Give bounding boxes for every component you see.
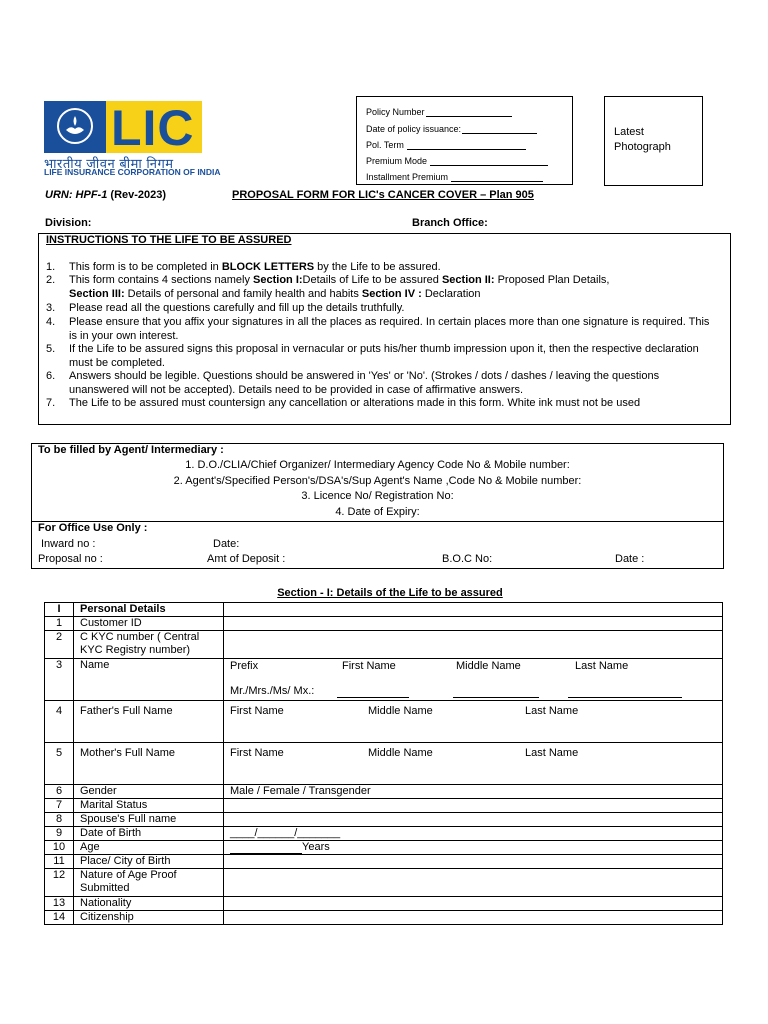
premium-mode-field[interactable] xyxy=(430,157,548,166)
customer-id-field[interactable] xyxy=(224,617,723,631)
pol-term-label: Pol. Term xyxy=(366,139,404,150)
nationality-field[interactable] xyxy=(224,897,723,911)
proposal-no-field[interactable]: Proposal no : xyxy=(38,553,103,565)
table-row: 8 Spouse's Full name xyxy=(45,813,723,827)
instruction-number: 2. xyxy=(46,274,56,286)
table-header-number: I xyxy=(45,603,74,617)
instruction-number: 7. xyxy=(46,397,56,409)
policy-issuance-label: Date of policy issuance: xyxy=(366,123,462,134)
agent-intermediary-box xyxy=(31,443,724,569)
row-label-father: Father's Full Name xyxy=(74,701,224,743)
instruction-2: This form contains 4 sections namely Section I:Details of Life to be assured Section II: Proposed Plan Details, Section III: Details of personal and family health and habits Section IV : Declaration xyxy=(69,274,610,300)
instruction-number: 6. xyxy=(46,370,56,382)
table-row: 10 Age Years xyxy=(45,841,723,855)
logo-english-text: LIFE INSURANCE CORPORATION OF INDIA xyxy=(44,167,221,177)
row-label-gender: Gender xyxy=(74,785,224,799)
row-label-mother: Mother's Full Name xyxy=(74,743,224,785)
table-row: 5 Mother's Full Name First Name Middle Name Last Name xyxy=(45,743,723,785)
instruction-3: Please read all the questions carefully and fill up the details truthfully. xyxy=(69,302,405,314)
row-label-ckyc: C KYC number ( Central KYC Registry number) xyxy=(74,631,224,659)
instruction-5: If the Life to be assured signs this proposal in vernacular or puts his/her thumb impression upon it, then the respective declaration must be completed. xyxy=(69,343,699,369)
policy-number-row xyxy=(366,101,572,117)
table-row: 6 Gender Male / Female / Transgender xyxy=(45,785,723,799)
name-field[interactable]: Prefix First Name Middle Name Last Name Mr./Mrs./Ms/ Mx.: xyxy=(224,659,723,701)
row-label-age-proof: Nature of Age Proof Submitted xyxy=(74,869,224,897)
first-name-line[interactable] xyxy=(337,697,409,698)
instruction-number: 3. xyxy=(46,302,56,314)
agent-line-1[interactable]: 1. D.O./CLIA/Chief Organizer/ Intermediary Agency Code No & Mobile number: xyxy=(185,459,570,471)
row-label-marital-status: Marital Status xyxy=(74,799,224,813)
branch-office-label: Branch Office: xyxy=(412,217,488,229)
inward-no-field[interactable]: Inward no : xyxy=(41,538,96,550)
instruction-6: Answers should be legible. Questions should be answered in 'Yes' or 'No'. (Strokes / dots / dashes / leaving the questions unanswered will not be accepted). Details need to be provided in case of affirmative answers. xyxy=(69,370,660,396)
logo-hindi-text: भारतीय जीवन बीमा निगम xyxy=(44,156,174,171)
division-label: Division: xyxy=(45,217,92,229)
section-1-title: Section - I: Details of the Life to be assured xyxy=(277,587,503,599)
ckyc-field[interactable] xyxy=(224,631,723,659)
premium-mode-row xyxy=(366,150,572,166)
row-label-citizenship: Citizenship xyxy=(74,911,224,925)
installment-premium-row xyxy=(366,166,572,182)
table-header-row xyxy=(45,603,723,617)
father-name-field[interactable]: First Name Middle Name Last Name xyxy=(224,701,723,743)
agent-line-3[interactable]: 3. Licence No/ Registration No: xyxy=(301,490,454,502)
form-title: PROPOSAL FORM FOR LIC's CANCER COVER – Plan 905 xyxy=(232,189,534,201)
citizenship-field[interactable] xyxy=(224,911,723,925)
gender-field[interactable]: Male / Female / Transgender xyxy=(224,785,723,799)
boc-no-field[interactable]: B.O.C No: xyxy=(442,553,493,565)
row-label-name: Name xyxy=(74,659,224,701)
place-of-birth-field[interactable] xyxy=(224,855,723,869)
deposit-amount-field[interactable]: Amt of Deposit : xyxy=(207,553,286,565)
agent-line-4[interactable]: 4. Date of Expiry: xyxy=(335,506,420,518)
table-row: 13 Nationality xyxy=(45,897,723,911)
premium-mode-label: Premium Mode xyxy=(366,156,428,167)
policy-number-label: Policy Number xyxy=(366,107,425,118)
instruction-4: Please ensure that you affix your signatures in all the places as required. In certain places more than one signature is required. This is in your own interest. xyxy=(69,316,710,342)
instruction-1: This form is to be completed in BLOCK LETTERS by the Life to be assured. xyxy=(69,261,441,273)
table-row: 14 Citizenship xyxy=(45,911,723,925)
table-row: 9 Date of Birth ____/______/_______ xyxy=(45,827,723,841)
instruction-7: The Life to be assured must countersign any cancellation or alterations made in this form. White ink must not be used xyxy=(69,397,641,409)
lic-emblem-icon xyxy=(57,108,93,144)
installment-premium-label: Installment Premium xyxy=(366,172,449,183)
pol-term-row xyxy=(366,134,572,150)
table-row: 7 Marital Status xyxy=(45,799,723,813)
instruction-number: 1. xyxy=(46,261,56,273)
logo-brand-text: LIC xyxy=(111,100,195,156)
agent-heading: To be filled by Agent/ Intermediary : xyxy=(38,444,224,456)
row-label-nationality: Nationality xyxy=(74,897,224,911)
instructions-box xyxy=(38,233,731,425)
urn-label: URN: HPF-1 (Rev-2023) xyxy=(45,189,167,201)
age-field[interactable]: Years xyxy=(224,841,723,855)
table-row: 2 C KYC number ( Central KYC Registry number) xyxy=(45,631,723,659)
photo-label-line1: Latest xyxy=(614,126,644,138)
instruction-number: 5. xyxy=(46,343,56,355)
row-label-customer-id: Customer ID xyxy=(74,617,224,631)
office-use-heading: For Office Use Only : xyxy=(38,522,148,534)
photograph-box[interactable] xyxy=(604,96,703,186)
policy-issuance-field[interactable] xyxy=(462,125,537,134)
office-date-field[interactable]: Date : xyxy=(615,553,645,565)
table-row: 1 Customer ID xyxy=(45,617,723,631)
agent-line-2[interactable]: 2. Agent's/Specified Person's/DSA's/Sup Agent's Name ,Code No & Mobile number: xyxy=(173,475,582,487)
table-row: 12 Nature of Age Proof Submitted xyxy=(45,869,723,897)
personal-details-table xyxy=(44,602,723,925)
table-row: 11 Place/ City of Birth xyxy=(45,855,723,869)
pol-term-field[interactable] xyxy=(407,141,526,150)
row-label-age: Age xyxy=(74,841,224,855)
mother-name-field[interactable]: First Name Middle Name Last Name xyxy=(224,743,723,785)
row-label-dob: Date of Birth xyxy=(74,827,224,841)
dob-field[interactable]: ____/______/_______ xyxy=(224,827,723,841)
policy-info-box xyxy=(356,96,573,185)
inward-date-field[interactable]: Date: xyxy=(213,538,240,550)
age-proof-field[interactable] xyxy=(224,869,723,897)
policy-number-field[interactable] xyxy=(426,108,512,117)
lic-logo xyxy=(44,100,221,177)
marital-status-field[interactable] xyxy=(224,799,723,813)
table-header-label: Personal Details xyxy=(74,603,224,617)
policy-issuance-row xyxy=(366,117,572,133)
last-name-line[interactable] xyxy=(568,697,682,698)
installment-premium-field[interactable] xyxy=(451,173,543,182)
instruction-number: 4. xyxy=(46,316,56,328)
table-row: 4 Father's Full Name First Name Middle Name Last Name xyxy=(45,701,723,743)
row-label-spouse: Spouse's Full name xyxy=(74,813,224,827)
row-label-place-of-birth: Place/ City of Birth xyxy=(74,855,224,869)
spouse-name-field[interactable] xyxy=(224,813,723,827)
middle-name-line[interactable] xyxy=(453,697,539,698)
instructions-heading: INSTRUCTIONS TO THE LIFE TO BE ASSURED xyxy=(46,234,292,246)
photo-label-line2: Photograph xyxy=(614,141,671,153)
table-row: 3 Name Prefix First Name Middle Name Last Name Mr./Mrs./Ms/ Mx.: xyxy=(45,659,723,701)
